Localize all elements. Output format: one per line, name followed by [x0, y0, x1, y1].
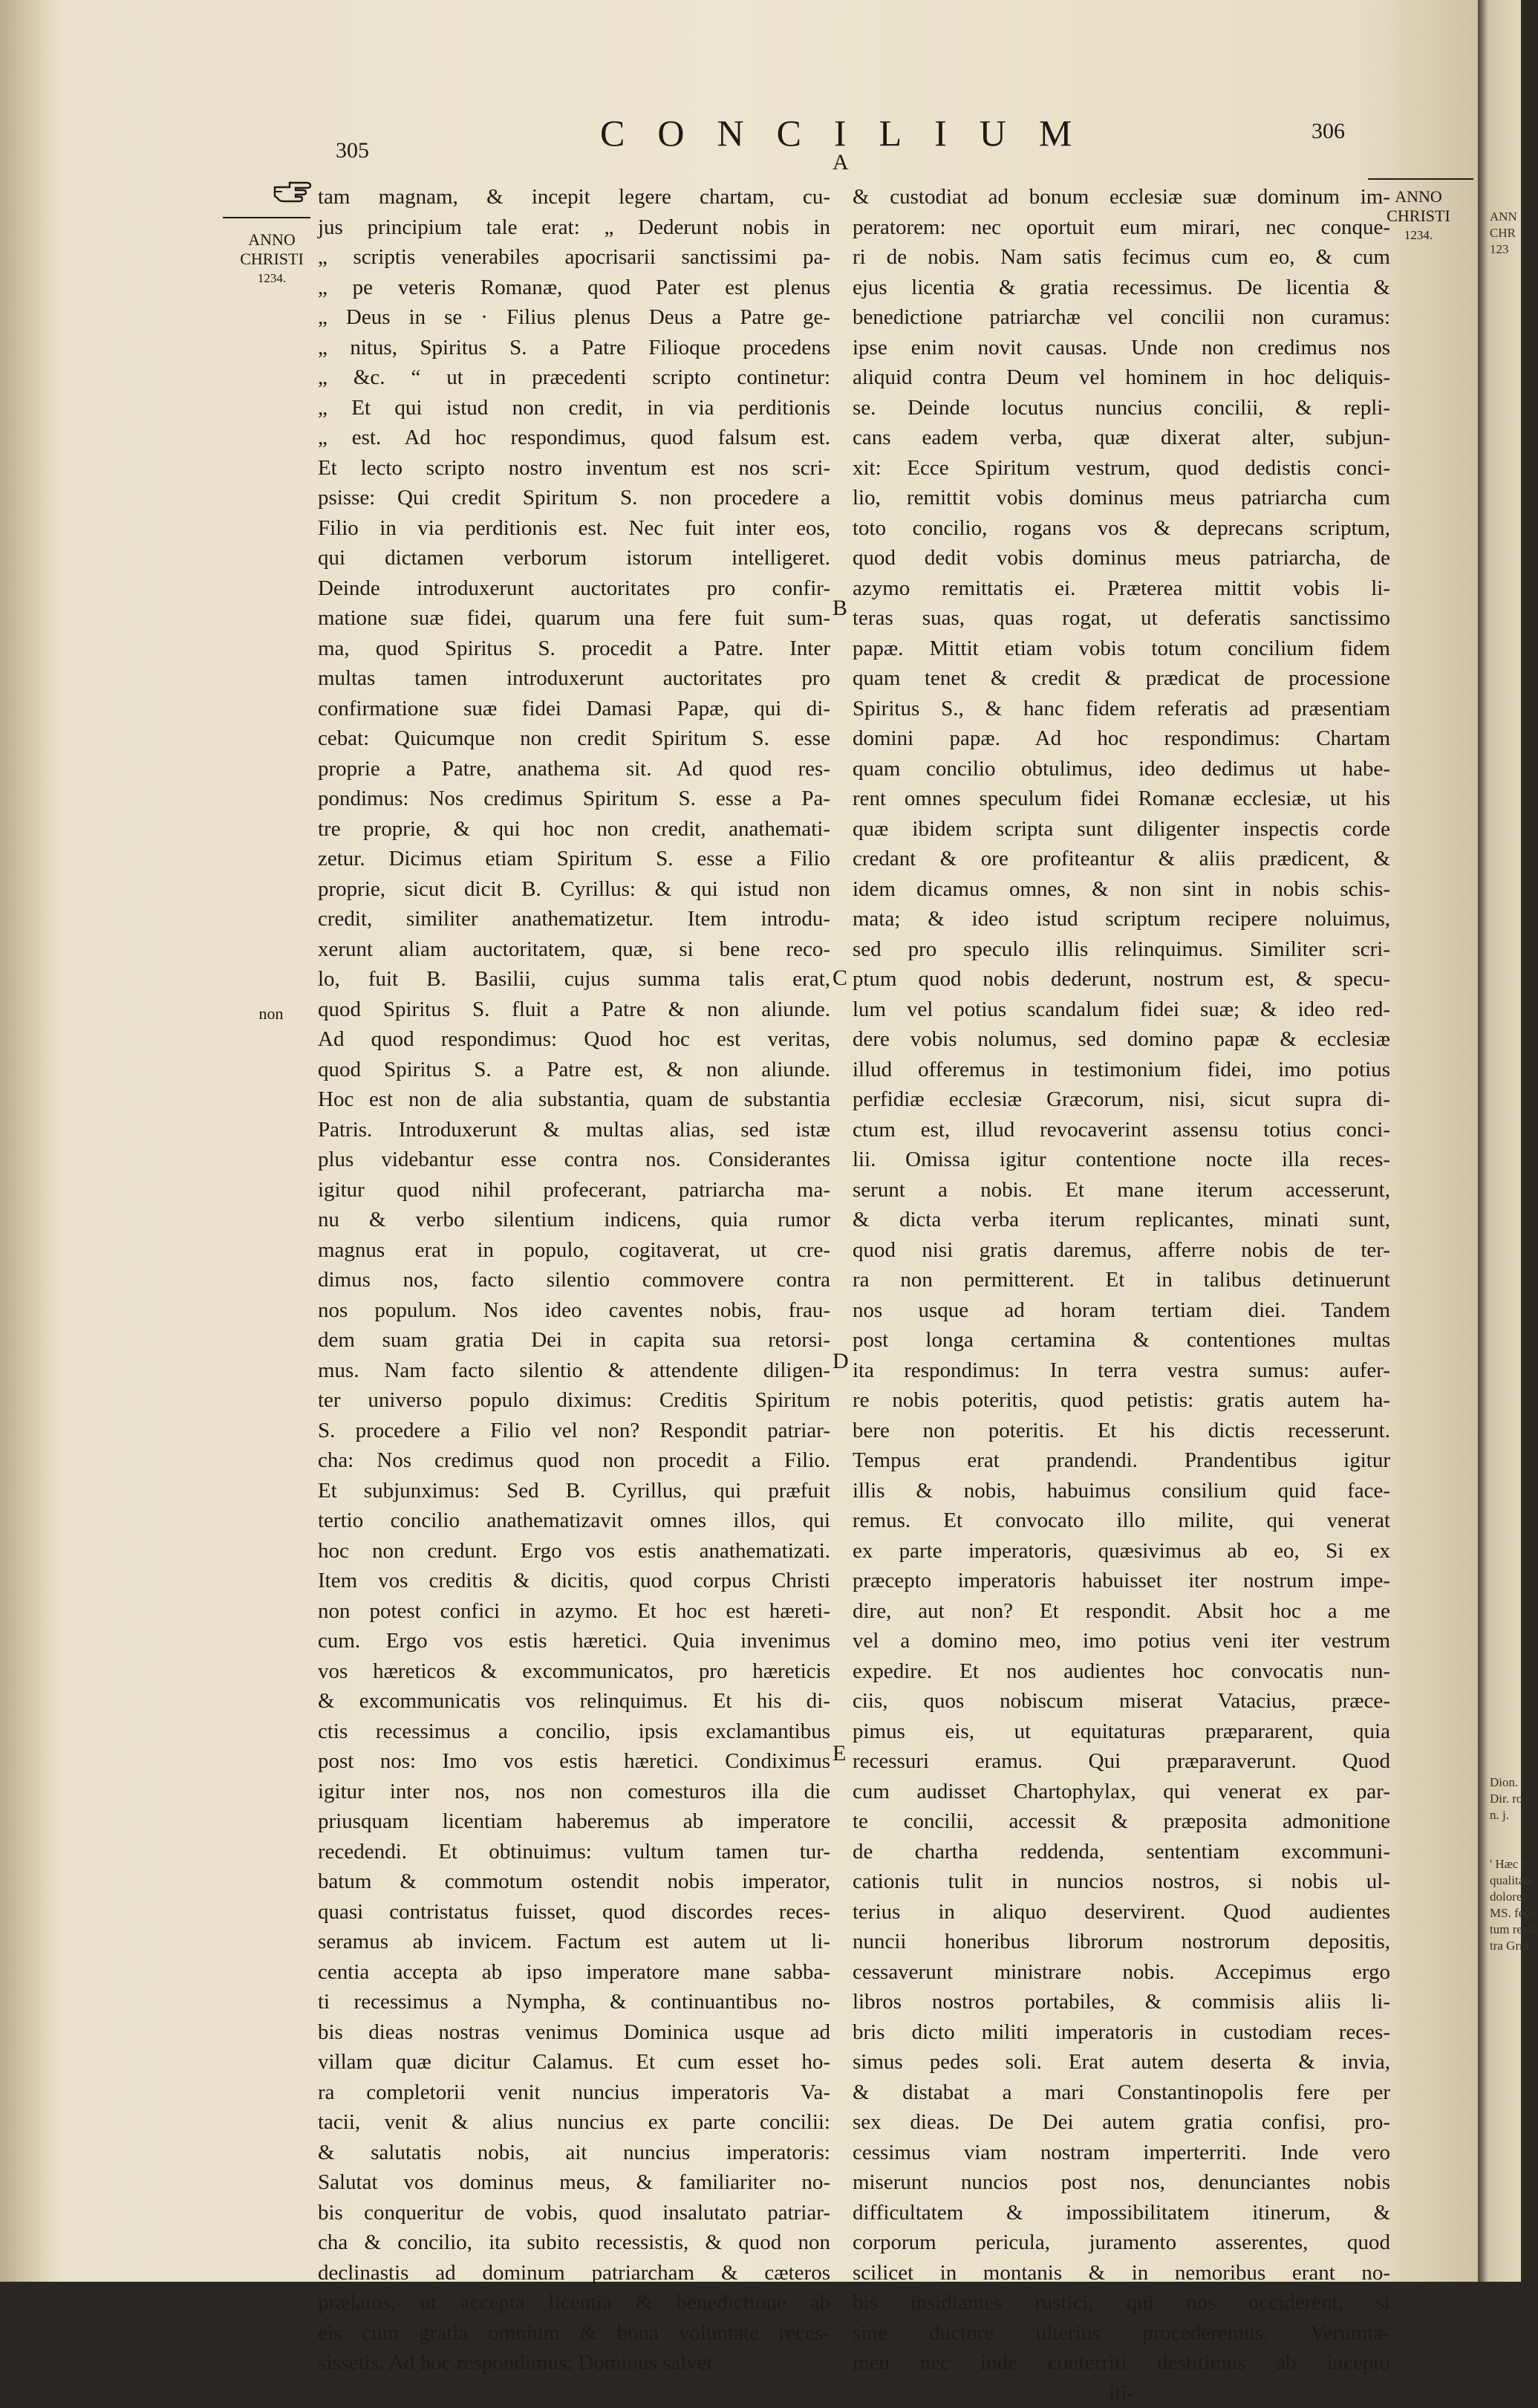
text-line: ter universo populo diximus: Creditis Spiritum	[318, 1385, 830, 1416]
text-line: idem dicamus omnes, & non sint in nobis schis-	[853, 874, 1390, 905]
text-line: te concilii, accessit & præposita admonitione	[853, 1806, 1390, 1837]
text-line: hoc non credunt. Ergo vos estis anathematizati.	[318, 1536, 830, 1566]
text-line: cum audisset Chartophylax, qui venerat ex par-	[853, 1777, 1390, 1807]
text-line: matione suæ fidei, quarum una fere fuit sum-	[318, 603, 830, 634]
text-line: „ Et qui istud non credit, in via perditionis	[318, 393, 830, 423]
text-line: ptum quod nobis dederunt, nostrum est, & specu-	[853, 964, 1390, 995]
text-line: illud offeremus in testimonium fidei, imo potius	[853, 1055, 1390, 1085]
next-page-fragment: CHR	[1490, 226, 1516, 241]
text-line: ra non permitterent. Et in talibus detinuerunt	[853, 1265, 1390, 1295]
text-line: azymo remittatis ei. Præterea mittit vobis li-	[853, 573, 1390, 604]
text-line: illis & nobis, habuimus consilium quid face-	[853, 1476, 1390, 1506]
text-line: quæ ibidem scripta sunt diligenter inspectis corde	[853, 814, 1390, 845]
text-line: ita respondimus: In terra vestra sumus: aufer-	[853, 1356, 1390, 1386]
running-title: CONCILIUM	[600, 111, 1104, 154]
text-line: re nobis poteritis, quod petistis: gratis autem ha-	[853, 1385, 1390, 1416]
text-line: eis cum gratia omnium & bona voluntate reces-	[318, 2318, 830, 2349]
text-line: nu & verbo silentium indicens, quia rumor	[318, 1205, 830, 1235]
text-line: pondimus: Nos credimus Spiritum S. esse a Pa-	[318, 784, 830, 814]
text-line: sex dieas. De Dei autem gratia confisi, pro-	[853, 2107, 1390, 2138]
text-line: men nec inde conterriti destitimus ab incepto	[853, 2348, 1390, 2378]
text-line: dire, aut non? Et respondit. Absit hoc a me	[853, 1596, 1390, 1627]
text-line: pimus eis, ut equitaturas præpararent, quia	[853, 1716, 1390, 1747]
text-line: perfidiæ ecclesiæ Græcorum, nisi, sicut supra di-	[853, 1084, 1390, 1115]
text-line: „ &c. “ ut in præcedenti scripto continetur:	[318, 362, 830, 393]
text-line: cha & concilio, ita subito recessistis, & quod non	[318, 2228, 830, 2258]
text-line: „ Deus in se · Filius plenus Deus a Patre ge-	[318, 302, 830, 333]
anno-label: ANNO	[229, 230, 315, 250]
text-line: cha: Nos credimus quod non procedit a Filio.	[318, 1445, 830, 1476]
text-line: Deinde introduxerunt auctoritates pro confir-	[318, 573, 830, 604]
text-line: Et lecto scripto nostro inventum est nos scri-	[318, 453, 830, 484]
text-line: ctum est, illud revocaverint assensu totius conci-	[853, 1115, 1390, 1145]
text-line: libros nostros portabiles, & commisis aliis li-	[853, 1987, 1390, 2017]
text-line: ti recessimus a Nympha, & continuantibus no-	[318, 1987, 830, 2017]
text-line: magnus erat in populo, cogitaverat, ut cre-	[318, 1235, 830, 1266]
text-line: ctis recessimus a concilio, ipsis exclamantibus	[318, 1716, 830, 1747]
text-line: Item vos creditis & dicitis, quod corpus Christi	[318, 1566, 830, 1596]
text-line: nos populum. Nos ideo caventes nobis, frau-	[318, 1295, 830, 1326]
text-line: prælatos, ut accepta licentia & benedictione ab	[318, 2288, 830, 2318]
text-line: qui dictamen verborum istorum intelligeret.	[318, 543, 830, 573]
text-line: Patris. Introduxerunt & multas alias, sed istæ	[318, 1115, 830, 1145]
text-line: & salutatis nobis, ait nuncius imperatoris:	[318, 2138, 830, 2168]
text-line: teras suas, quas rogat, ut deferatis sanctissimo	[853, 603, 1390, 634]
year-label: 1234.	[1375, 226, 1462, 245]
text-line: tre proprie, & qui hoc non credit, anathemati-	[318, 814, 830, 845]
text-line: Salutat vos dominus meus, & familiariter no-	[318, 2167, 830, 2198]
text-line: confirmatione suæ fidei Damasi Papæ, qui di-	[318, 694, 830, 724]
text-line: simus pedes soli. Erat autem deserta & invia,	[853, 2047, 1390, 2077]
text-line: xerunt aliam auctoritatem, quæ, si bene reco-	[318, 934, 830, 965]
text-line: lo, fuit B. Basilii, cujus summa talis erat,	[318, 964, 830, 995]
text-line: bis insidiantes rustici, qui nos occiderent, si	[853, 2288, 1390, 2318]
next-page-fragment: MS. fecu	[1490, 1906, 1536, 1921]
text-line: post longa certamina & contentiones multas	[853, 1325, 1390, 1356]
text-line: & excommunicatis vos relinquimus. Et his di-	[318, 1686, 830, 1716]
text-column-right	[853, 182, 1390, 2408]
text-line: quam concilio obtulimus, ideo dedimus ut habe-	[853, 754, 1390, 784]
text-line: declinastis ad dominum patriarcham & cæteros	[318, 2258, 830, 2288]
text-line: miserunt nuncios post nos, denunciantes nobis	[853, 2167, 1390, 2198]
text-line: plus videbantur esse contra nos. Considerantes	[318, 1145, 830, 1175]
text-line: dimus nos, facto silentio commovere contra	[318, 1265, 830, 1295]
text-line: ex parte imperatoris, quæsivimus ab eo, Si ex	[853, 1536, 1390, 1566]
margin-note-non: non	[245, 1004, 297, 1024]
page-number-left: 305	[336, 138, 369, 163]
page-gutter	[0, 0, 52, 2282]
text-line: cationis tulit in nuncios nostros, si nobis ul-	[853, 1867, 1390, 1897]
text-line: tam magnam, & incepit legere chartam, cu-	[318, 182, 830, 212]
text-line: cebat: Quicumque non credit Spiritum S. esse	[318, 723, 830, 754]
text-line: & dicta verba iterum replicantes, minati sunt,	[853, 1205, 1390, 1235]
text-line: sissetis. Ad hoc respondimus: Dominus salvet	[318, 2348, 830, 2378]
text-line: domini papæ. Ad hoc respondimus: Chartam	[853, 723, 1390, 754]
text-line: proprie, sicut dicit B. Cyrillus: & qui istud non	[318, 874, 830, 905]
text-line: sed pro speculo illis relinquimus. Similiter scri-	[853, 934, 1390, 965]
text-line: peratorem: nec oportuit eum mirari, nec conque-	[853, 212, 1390, 243]
text-line: se. Deinde locutus nuncius concilii, & repli-	[853, 393, 1390, 423]
text-line: cessaverunt ministrare nobis. Accepimus ergo	[853, 1957, 1390, 1988]
text-line: serunt a nobis. Et mane iterum accesserunt,	[853, 1175, 1390, 1205]
text-line: credit, similiter anathematizetur. Item introdu-	[318, 904, 830, 934]
text-line: iti-	[853, 2378, 1390, 2408]
text-line: nuncii honeribus librorum nostrorum depositis,	[853, 1927, 1390, 1957]
next-page-fragment: n. j.	[1490, 1808, 1509, 1823]
page-number-right: 306	[1311, 119, 1345, 144]
section-letter-d: D	[832, 1349, 849, 1374]
text-line: ejus licentia & gratia recessimus. De licentia &	[853, 273, 1390, 303]
text-line: quod dedit vobis dominus meus patriarcha, de	[853, 543, 1390, 573]
text-line: sine ductore ulterius procederemus. Verumta-	[853, 2318, 1390, 2349]
text-line: cum. Ergo vos estis hæretici. Quia invenimus	[318, 1626, 830, 1656]
text-line: quod Spiritus S. a Patre est, & non aliunde.	[318, 1055, 830, 1085]
text-line: Ad quod respondimus: Quod hoc est veritas,	[318, 1024, 830, 1055]
text-line: Et subjunximus: Sed B. Cyrillus, qui præfuit	[318, 1476, 830, 1506]
text-line: non potest confici in azymo. Et hoc est hæreti-	[318, 1596, 830, 1627]
text-line: ciis, quos nobiscum miserat Vatacius, præce-	[853, 1686, 1390, 1716]
text-line: dere vobis nolumus, sed domino papæ & ecclesiæ	[853, 1024, 1390, 1055]
text-line: centia accepta ab ipso imperatore mane sabba-	[318, 1957, 830, 1988]
text-line: benedictione patriarchæ vel concilii non curamus:	[853, 302, 1390, 333]
text-line: zetur. Dicimus etiam Spiritum S. esse a Filio	[318, 844, 830, 874]
text-line: „ est. Ad hoc respondimus, quod falsum est.	[318, 423, 830, 453]
text-line: „ nitus, Spiritus S. a Patre Filioque procedens	[318, 333, 830, 363]
anno-label: ANNO	[1375, 187, 1462, 206]
text-line: papæ. Mittit etiam vobis totum concilium fidem	[853, 634, 1390, 664]
text-line: Spiritus S., & hanc fidem referatis ad præsentiam	[853, 694, 1390, 724]
text-line: vos hæreticos & excommunicatos, pro hæreticis	[318, 1656, 830, 1687]
text-line: ri de nobis. Nam satis fecimus cum eo, & cum	[853, 242, 1390, 273]
text-line: igitur inter nos, nos non comesturos illa die	[318, 1777, 830, 1807]
next-page-fragment: Dir. ro	[1490, 1792, 1522, 1806]
text-line: igitur quod nihil profecerant, patriarcha ma-	[318, 1175, 830, 1205]
section-letter-c: C	[832, 966, 847, 991]
text-line: vel a domino meo, imo potius veni iter vestrum	[853, 1626, 1390, 1656]
text-line: cessimus viam nostram imperterriti. Inde vero	[853, 2138, 1390, 2168]
next-page-fragment: tum resili	[1490, 1922, 1538, 1937]
text-column-left	[318, 182, 830, 2378]
text-line: „ pe veteris Romanæ, quod Pater est plenus	[318, 273, 830, 303]
text-line: bis dieas nostras venimus Dominica usque ad	[318, 2017, 830, 2048]
text-line: cans eadem verba, quæ dixerat alter, subjun-	[853, 423, 1390, 453]
text-line: post nos: Imo vos estis hæretici. Condiximus	[318, 1746, 830, 1777]
next-page-fragment: tra Grni	[1490, 1939, 1529, 1953]
text-line: jus principium tale erat: „ Dederunt nobis in	[318, 212, 830, 243]
text-line: tacii, venit & alius nuncius ex parte concilii:	[318, 2107, 830, 2138]
text-line: mus. Nam facto silentio & attendente diligen-	[318, 1356, 830, 1386]
text-line: difficultatem & impossibilitatem itinerum, &	[853, 2198, 1390, 2228]
text-line: aliquid contra Deum vel hominem in hoc deliquis-	[853, 362, 1390, 393]
text-line: lii. Omissa igitur contentione nocte illa reces-	[853, 1145, 1390, 1175]
text-line: præcepto imperatoris habuisset iter nostrum impe-	[853, 1566, 1390, 1596]
text-line: terius in aliquo deservirent. Quod audientes	[853, 1897, 1390, 1927]
text-line: batum & commotum ostendit nobis imperator,	[318, 1867, 830, 1897]
text-line: & custodiat ad bonum ecclesiæ suæ dominum im-	[853, 182, 1390, 212]
section-letter-b: B	[832, 596, 847, 621]
text-line: recessuri eramus. Qui præparaverunt. Quod	[853, 1746, 1390, 1777]
text-line: rent omnes speculum fidei Romanæ ecclesiæ, ut his	[853, 784, 1390, 814]
text-line: Hoc est non de alia substantia, quam de substantia	[318, 1084, 830, 1115]
margin-rule-right	[1368, 178, 1473, 180]
next-page-fragment: Dion.	[1490, 1775, 1518, 1790]
text-line: multas tamen introduxerunt auctoritates pro	[318, 663, 830, 694]
text-line: proprie a Patre, anathema sit. Ad quod res-	[318, 754, 830, 784]
text-line: quasi contristatus fuisset, quod discordes reces-	[318, 1897, 830, 1927]
next-page-fragment: ' Hæc c	[1490, 1857, 1527, 1872]
text-line: de chartha reddenda, sententiam excommuni-	[853, 1837, 1390, 1867]
text-line: ipse enim novit causas. Unde non credimus nos	[853, 333, 1390, 363]
text-line: nos usque ad horam tertiam diei. Tandem	[853, 1295, 1390, 1326]
next-page-fragment: 123	[1490, 242, 1509, 257]
text-line: recedendi. Et obtinuimus: vultum tamen tur-	[318, 1837, 830, 1867]
text-line: remus. Et convocato illo milite, qui venerat	[853, 1506, 1390, 1536]
text-line: „ scriptis venerabiles apocrisarii sanctissimi pa-	[318, 242, 830, 273]
text-line: psisse: Qui credit Spiritum S. non procedere a	[318, 483, 830, 513]
text-line: Filio in via perditionis est. Nec fuit inter eos,	[318, 513, 830, 544]
text-line: ra completorii venit nuncius imperatoris Va-	[318, 2077, 830, 2108]
christi-label: CHRISTI	[1375, 206, 1462, 226]
text-line: toto concilio, rogans vos & deprecans scriptum,	[853, 513, 1390, 544]
text-line: bis conqueritur de vobis, quod insalutato patriar-	[318, 2198, 830, 2228]
next-page-edge	[1478, 0, 1521, 2282]
text-line: quod nisi gratis daremus, afferre nobis de ter-	[853, 1235, 1390, 1266]
margin-anno-left	[229, 230, 315, 288]
text-line: bris dicto militi imperatoris in custodiam reces-	[853, 2017, 1390, 2048]
text-line: quod Spiritus S. fluit a Patre & non aliunde.	[318, 995, 830, 1025]
margin-rule-left	[223, 217, 310, 218]
year-label: 1234.	[229, 269, 315, 288]
text-line: bere non poteritis. Et his dictis recesserunt.	[853, 1416, 1390, 1446]
text-line: ma, quod Spiritus S. procedit a Patre. Inter	[318, 634, 830, 664]
text-line: & distabat a mari Constantinopolis fere per	[853, 2077, 1390, 2108]
text-line: Tempus erat prandendi. Prandentibus igitur	[853, 1445, 1390, 1476]
next-page-fragment: ANN	[1490, 209, 1517, 224]
text-line: tertio concilio anathematizavit omnes illos, qui	[318, 1506, 830, 1536]
text-line: dem suam gratia Dei in capita sua retorsi-	[318, 1325, 830, 1356]
text-line: credant & ore profiteantur & aliis prædicent, &	[853, 844, 1390, 874]
next-page-fragment: dolore.	[1490, 1890, 1525, 1904]
text-line: corporum pericula, juramento asserentes, quod	[853, 2228, 1390, 2258]
text-line: xit: Ecce Spiritum vestrum, quod dedistis conci-	[853, 453, 1390, 484]
text-line: priusquam licentiam haberemus ab imperatore	[318, 1806, 830, 1837]
pointing-hand-icon	[273, 178, 312, 204]
christi-label: CHRISTI	[229, 250, 315, 269]
text-line: S. procedere a Filio vel non? Respondit patriar-	[318, 1416, 830, 1446]
section-letter-a: A	[832, 150, 849, 175]
text-line: villam quæ dicitur Calamus. Et cum esset ho-	[318, 2047, 830, 2077]
text-line: lio, remittit vobis dominus meus patriarcha cum	[853, 483, 1390, 513]
text-line: mata; & ideo istud scriptum recipere noluimus,	[853, 904, 1390, 934]
section-letter-e: E	[832, 1741, 846, 1766]
text-line: quam tenet & credit & prædicat de processione	[853, 663, 1390, 694]
next-page-fragment: qualitate	[1490, 1873, 1534, 1888]
text-line: scilicet in montanis & in nemoribus erant no-	[853, 2258, 1390, 2288]
text-line: lum vel potius scandalum fidei suæ; & ideo red-	[853, 995, 1390, 1025]
text-line: seramus ab invicem. Factum est autem ut li-	[318, 1927, 830, 1957]
text-line: expedire. Et nos audientes hoc convocatis nun-	[853, 1656, 1390, 1687]
